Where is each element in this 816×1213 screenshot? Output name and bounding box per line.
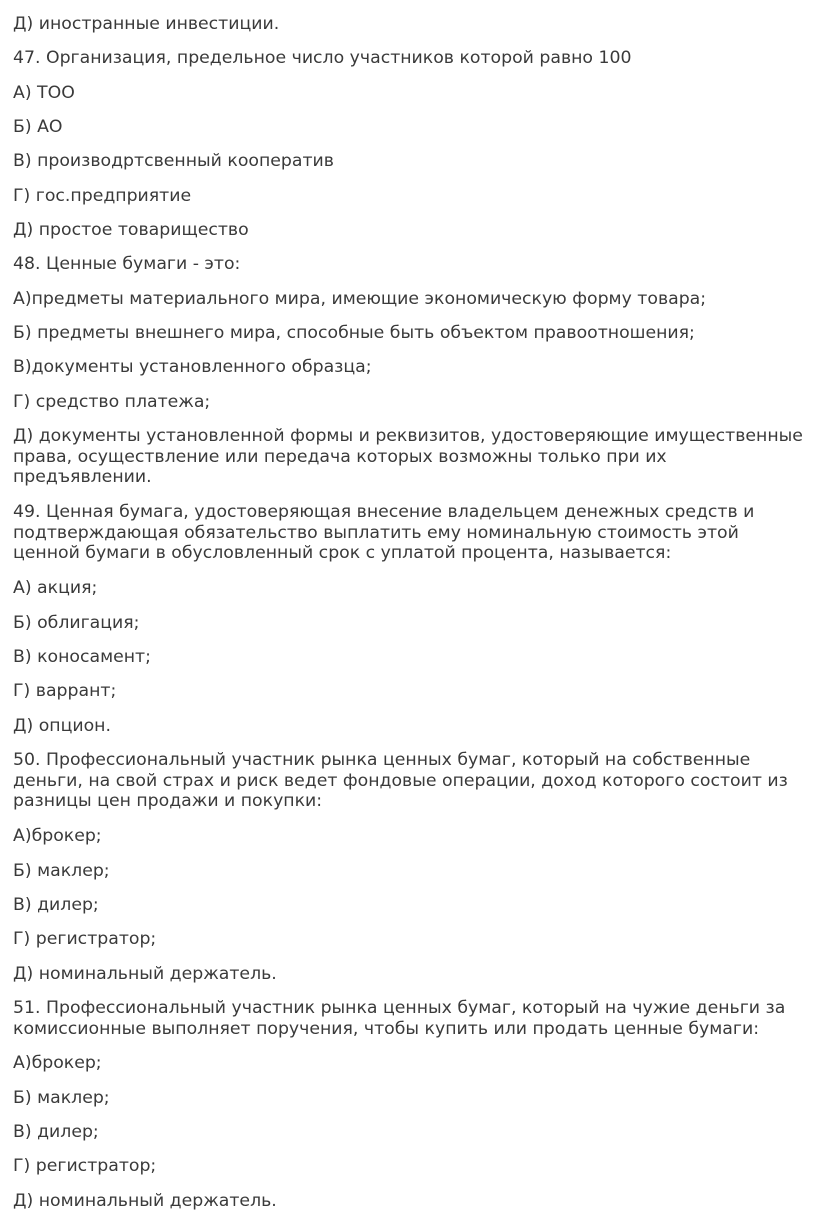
option-line: Д) номинальный держатель. <box>13 1191 277 1211</box>
option-line: Д) номинальный держатель. <box>13 964 277 984</box>
option-line: Д) документы установленной формы и реквизитов, удостоверяющие имущественные права, осуществление или передача которых возможны только при их предъявлении. <box>13 426 803 487</box>
option-line: В) коносамент; <box>13 647 151 667</box>
option-line: А)предметы материального мира, имеющие экономическую форму товара; <box>13 289 707 309</box>
option-line: В) производртсвенный кооператив <box>13 151 334 171</box>
option-line: Д) иностранные инвестиции. <box>13 14 280 34</box>
option-line: А) ТОО <box>13 83 75 103</box>
question-48: 48. Ценные бумаги - это: <box>13 254 241 274</box>
option-line: Б) маклер; <box>13 861 110 881</box>
option-line: Д) опцион. <box>13 716 111 736</box>
option-line: А)брокер; <box>13 826 102 846</box>
option-line: Б) предметы внешнего мира, способные быть объектом правоотношения; <box>13 323 695 343</box>
question-47: 47. Организация, предельное число участников которой равно 100 <box>13 48 632 68</box>
option-line: Г) средство платежа; <box>13 392 211 412</box>
option-line: Б) маклер; <box>13 1088 110 1108</box>
question-50: 50. Профессиональный участник рынка ценных бумаг, который на собственные деньги, на свой страх и риск ведет фондовые операции, доход которого состоит из разницы цен продажи и покупки: <box>13 750 788 811</box>
question-51: 51. Профессиональный участник рынка ценных бумаг, который на чужие деньги за комиссионные выполняет поручения, чтобы купить или продать ценные бумаги: <box>13 998 786 1039</box>
option-line: В) дилер; <box>13 895 99 915</box>
option-line: Г) гос.предприятие <box>13 186 192 206</box>
option-line: Б) облигация; <box>13 613 140 633</box>
question-49: 49. Ценная бумага, удостоверяющая внесение владельцем денежных средств и подтверждающая обязательство выплатить ему номинальную стоимость этой ценной бумаги в обусловленный срок с уплатой процента, называется: <box>13 502 755 563</box>
option-line: Г) варрант; <box>13 681 117 701</box>
option-line: Д) простое товарищество <box>13 220 249 240</box>
option-line: А)брокер; <box>13 1053 102 1073</box>
option-line: А) акция; <box>13 578 98 598</box>
option-line: Г) регистратор; <box>13 1156 157 1176</box>
option-line: В)документы установленного образца; <box>13 357 372 377</box>
option-line: В) дилер; <box>13 1122 99 1142</box>
option-line: Б) АО <box>13 117 63 137</box>
option-line: Г) регистратор; <box>13 929 157 949</box>
